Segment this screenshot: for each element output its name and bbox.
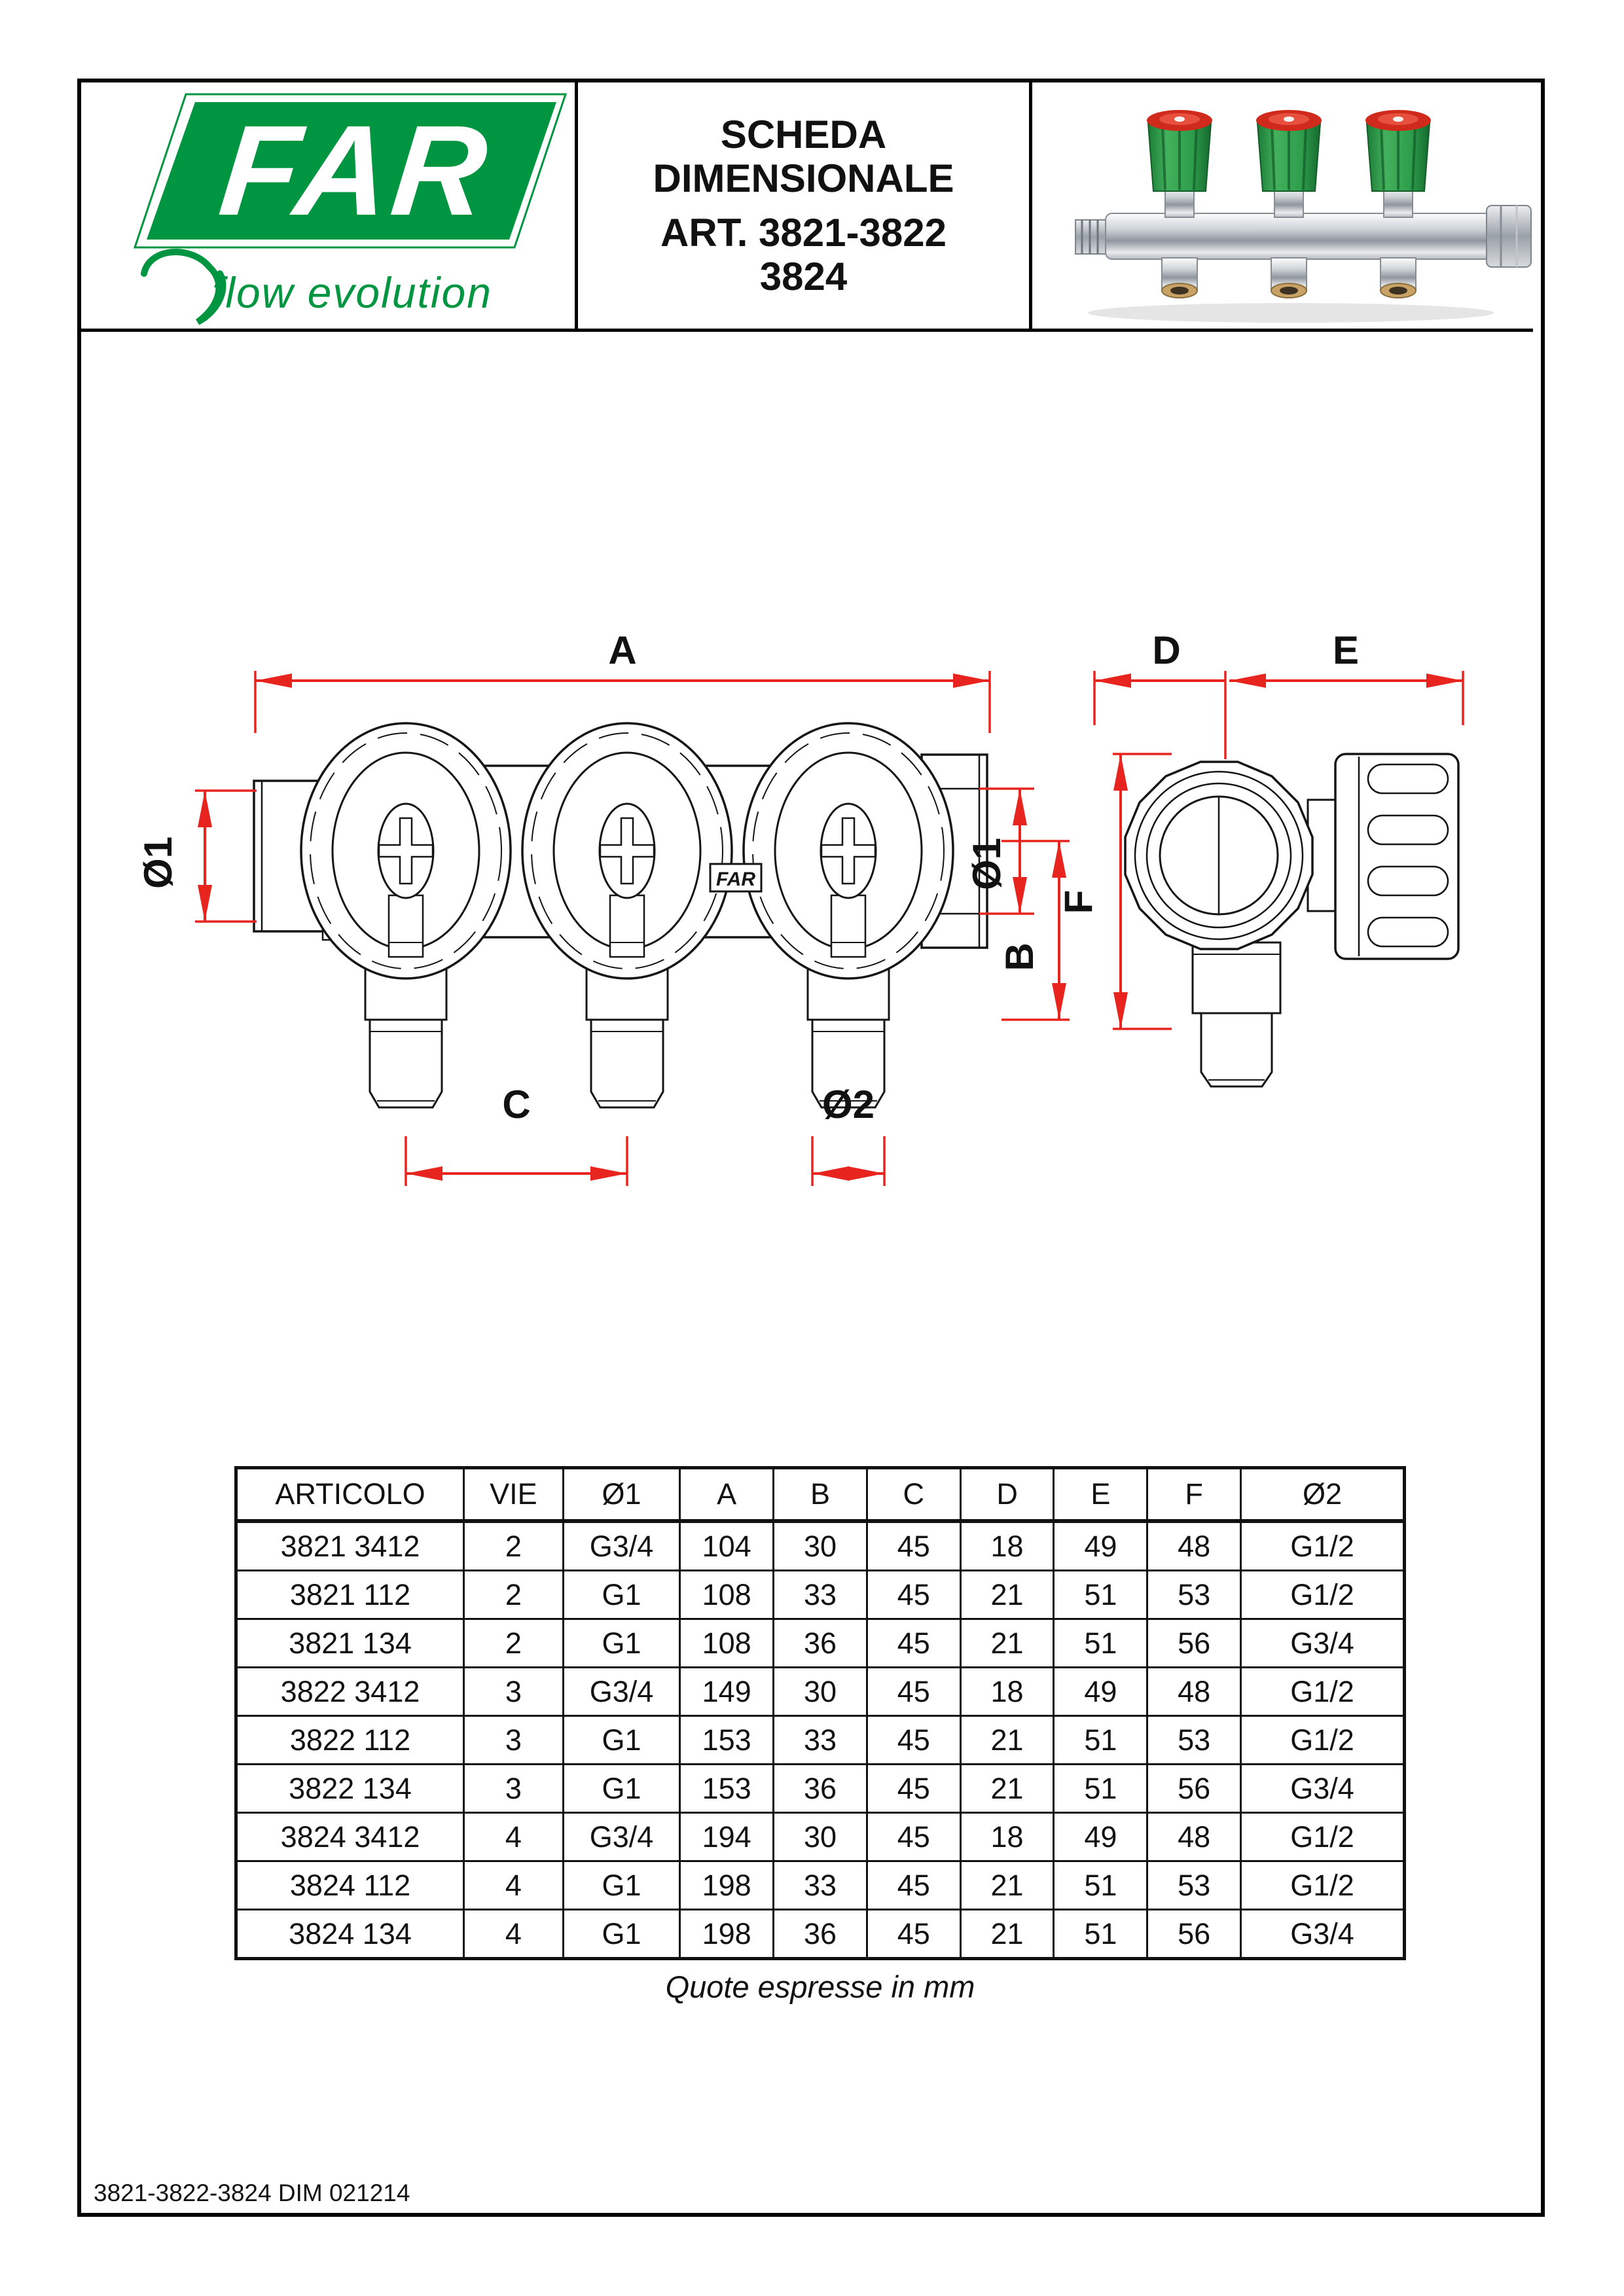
table-cell: 48	[1147, 1521, 1241, 1571]
table-row	[236, 1571, 1405, 1619]
table-cell: 36	[774, 1765, 867, 1813]
table-cell: 3822 134	[236, 1765, 464, 1813]
table-cell: 2	[464, 1619, 564, 1668]
table-cell: 45	[867, 1765, 960, 1813]
technical-drawing	[77, 332, 1537, 1464]
table-cell: G1	[563, 1861, 680, 1910]
side-view	[1125, 754, 1458, 1086]
photo-shadow	[1088, 303, 1494, 323]
valve-knob-2	[522, 723, 732, 978]
table-cell: 21	[960, 1716, 1054, 1765]
table-cell: G1	[563, 1765, 680, 1813]
table-cell: 36	[774, 1910, 867, 1959]
photo-knob-3	[1365, 110, 1431, 217]
label-C: C	[502, 1083, 531, 1126]
dim-dia1-left	[195, 791, 257, 922]
spec-table	[234, 1466, 1406, 1960]
table-cell: 21	[960, 1765, 1054, 1813]
table-cell: 18	[960, 1521, 1054, 1571]
table-cell: 56	[1147, 1619, 1241, 1668]
table-cell: 51	[1054, 1571, 1147, 1619]
dim-D-E	[1094, 671, 1463, 759]
table-cell: 48	[1147, 1668, 1241, 1716]
photo-left-thread	[1075, 220, 1107, 254]
dim-C	[406, 1136, 627, 1186]
table-row	[236, 1716, 1405, 1765]
table-header-row	[236, 1468, 1405, 1522]
table-cell: 56	[1147, 1765, 1241, 1813]
column-header: B	[774, 1468, 867, 1522]
product-photo-illustration	[1032, 82, 1537, 329]
table-cell: G3/4	[1241, 1619, 1405, 1668]
column-header: Ø2	[1241, 1468, 1405, 1522]
table-cell: 108	[680, 1619, 774, 1668]
label-F: F	[1056, 889, 1100, 914]
valve-knob-3	[744, 723, 953, 978]
table-cell: 51	[1054, 1861, 1147, 1910]
table-cell: 153	[680, 1716, 774, 1765]
table-cell: 4	[464, 1861, 564, 1910]
table-cell: 45	[867, 1571, 960, 1619]
photo-outlets	[1162, 258, 1416, 298]
table-cell: 45	[867, 1619, 960, 1668]
label-dia2: Ø2	[821, 1083, 875, 1126]
table-cell: 3821 134	[236, 1619, 464, 1668]
title-line-2: DIMENSIONALE	[653, 156, 954, 200]
front-view	[254, 723, 987, 1107]
footer-code: 3821-3822-3824 DIM 021214	[94, 2179, 410, 2206]
table-cell: 56	[1147, 1910, 1241, 1959]
product-photo	[1032, 82, 1537, 329]
table-cell: 49	[1054, 1813, 1147, 1861]
table-cell: 3	[464, 1716, 564, 1765]
table-cell: 45	[867, 1861, 960, 1910]
table-cell: G1	[563, 1619, 680, 1668]
table-row	[236, 1813, 1405, 1861]
column-header: VIE	[464, 1468, 564, 1522]
table-cell: G1	[563, 1571, 680, 1619]
table-cell: G3/4	[1241, 1765, 1405, 1813]
table-cell: 153	[680, 1765, 774, 1813]
table-cell: 30	[774, 1521, 867, 1571]
table-cell: 21	[960, 1910, 1054, 1959]
table-cell: G3/4	[563, 1813, 680, 1861]
table-cell: 3821 112	[236, 1571, 464, 1619]
table-cell: 30	[774, 1668, 867, 1716]
body-brand-text: FAR	[716, 869, 755, 890]
table-row	[236, 1619, 1405, 1668]
table-cell: 45	[867, 1668, 960, 1716]
table-cell: G3/4	[563, 1521, 680, 1571]
table-cell: 21	[960, 1571, 1054, 1619]
table-cell: 2	[464, 1521, 564, 1571]
table-cell: G3/4	[1241, 1910, 1405, 1959]
table-cell: 4	[464, 1813, 564, 1861]
table-row	[236, 1910, 1405, 1959]
table-row	[236, 1861, 1405, 1910]
table-cell: 36	[774, 1619, 867, 1668]
table-cell: G1/2	[1241, 1521, 1405, 1571]
table-cell: 108	[680, 1571, 774, 1619]
table-cell: 2	[464, 1571, 564, 1619]
table-cell: 53	[1147, 1861, 1241, 1910]
photo-knob-2	[1256, 110, 1322, 217]
table-cell: 194	[680, 1813, 774, 1861]
table-cell: 18	[960, 1813, 1054, 1861]
label-A: A	[608, 628, 637, 672]
photo-knobs	[1147, 110, 1431, 217]
table-cell: 3822 3412	[236, 1668, 464, 1716]
table-cell: G1/2	[1241, 1813, 1405, 1861]
table-cell: 53	[1147, 1571, 1241, 1619]
column-header: C	[867, 1468, 960, 1522]
label-E: E	[1332, 628, 1360, 672]
column-header: E	[1054, 1468, 1147, 1522]
column-header: ARTICOLO	[236, 1468, 464, 1522]
table-cell: 21	[960, 1861, 1054, 1910]
body-brand-plate	[710, 864, 761, 891]
table-cell: 3824 134	[236, 1910, 464, 1959]
column-header: F	[1147, 1468, 1241, 1522]
valve-knobs	[301, 723, 953, 978]
table-cell: 3	[464, 1765, 564, 1813]
table-cell: 51	[1054, 1619, 1147, 1668]
logo-tagline: flow evolution	[212, 268, 492, 317]
logo-swoosh-icon	[144, 252, 223, 322]
table-cell: 48	[1147, 1813, 1241, 1861]
table-cell: G1/2	[1241, 1668, 1405, 1716]
table-cell: 45	[867, 1910, 960, 1959]
table-cell: 33	[774, 1861, 867, 1910]
table-cell: 51	[1054, 1765, 1147, 1813]
label-B: B	[998, 942, 1041, 971]
table-cell: 3824 3412	[236, 1813, 464, 1861]
table-cell: 104	[680, 1521, 774, 1571]
table-cell: 53	[1147, 1716, 1241, 1765]
logo-cell	[81, 82, 575, 329]
logo-letters	[214, 98, 497, 242]
column-header: D	[960, 1468, 1054, 1522]
title-cell	[578, 82, 1029, 329]
far-logo	[81, 82, 575, 329]
table-cell: 51	[1054, 1910, 1147, 1959]
table-cell: 33	[774, 1716, 867, 1765]
table-cell: 45	[867, 1716, 960, 1765]
table-cell: 3824 112	[236, 1861, 464, 1910]
side-knob	[1335, 754, 1458, 959]
logo-brand-text: FAR	[213, 98, 497, 242]
table-cell: 30	[774, 1813, 867, 1861]
table-cell: 33	[774, 1571, 867, 1619]
title-line-3: ART. 3821-3822	[660, 211, 947, 255]
valve-knob-1	[301, 723, 511, 978]
title-line-4: 3824	[759, 255, 848, 298]
photo-manifold-body	[1106, 213, 1492, 259]
label-dia1-right: Ø1	[965, 837, 1009, 891]
photo-end-nut	[1487, 206, 1531, 267]
dim-B	[1001, 841, 1070, 1020]
table-cell: 149	[680, 1668, 774, 1716]
side-body-rings	[1125, 762, 1312, 949]
table-cell: 49	[1054, 1668, 1147, 1716]
table-cell: G1	[563, 1716, 680, 1765]
spec-table-wrap	[234, 1466, 1406, 1960]
table-caption: Quote espresse in mm	[665, 1969, 975, 2004]
table-cell: 3	[464, 1668, 564, 1716]
table-row	[236, 1521, 1405, 1571]
photo-knob-1	[1147, 110, 1212, 217]
column-header: A	[680, 1468, 774, 1522]
title-line-1: SCHEDA	[720, 113, 887, 156]
table-cell: G1/2	[1241, 1716, 1405, 1765]
label-dia1-left: Ø1	[136, 836, 180, 889]
table-cell: 4	[464, 1910, 564, 1959]
table-cell: 198	[680, 1910, 774, 1959]
table-cell: 51	[1054, 1716, 1147, 1765]
table-cell: G3/4	[563, 1668, 680, 1716]
dim-dia2	[812, 1136, 884, 1186]
table-row	[236, 1765, 1405, 1813]
label-D: D	[1152, 628, 1181, 672]
table-cell: G1/2	[1241, 1571, 1405, 1619]
table-cell: 18	[960, 1668, 1054, 1716]
table-cell: 45	[867, 1521, 960, 1571]
table-cell: 3821 3412	[236, 1521, 464, 1571]
table-row	[236, 1668, 1405, 1716]
table-cell: 21	[960, 1619, 1054, 1668]
table-cell: 49	[1054, 1521, 1147, 1571]
table-cell: 198	[680, 1861, 774, 1910]
side-outlet	[1193, 942, 1280, 1086]
table-cell: G1	[563, 1910, 680, 1959]
column-header: Ø1	[563, 1468, 680, 1522]
table-cell: G1/2	[1241, 1861, 1405, 1910]
table-cell: 45	[867, 1813, 960, 1861]
table-cell: 3822 112	[236, 1716, 464, 1765]
